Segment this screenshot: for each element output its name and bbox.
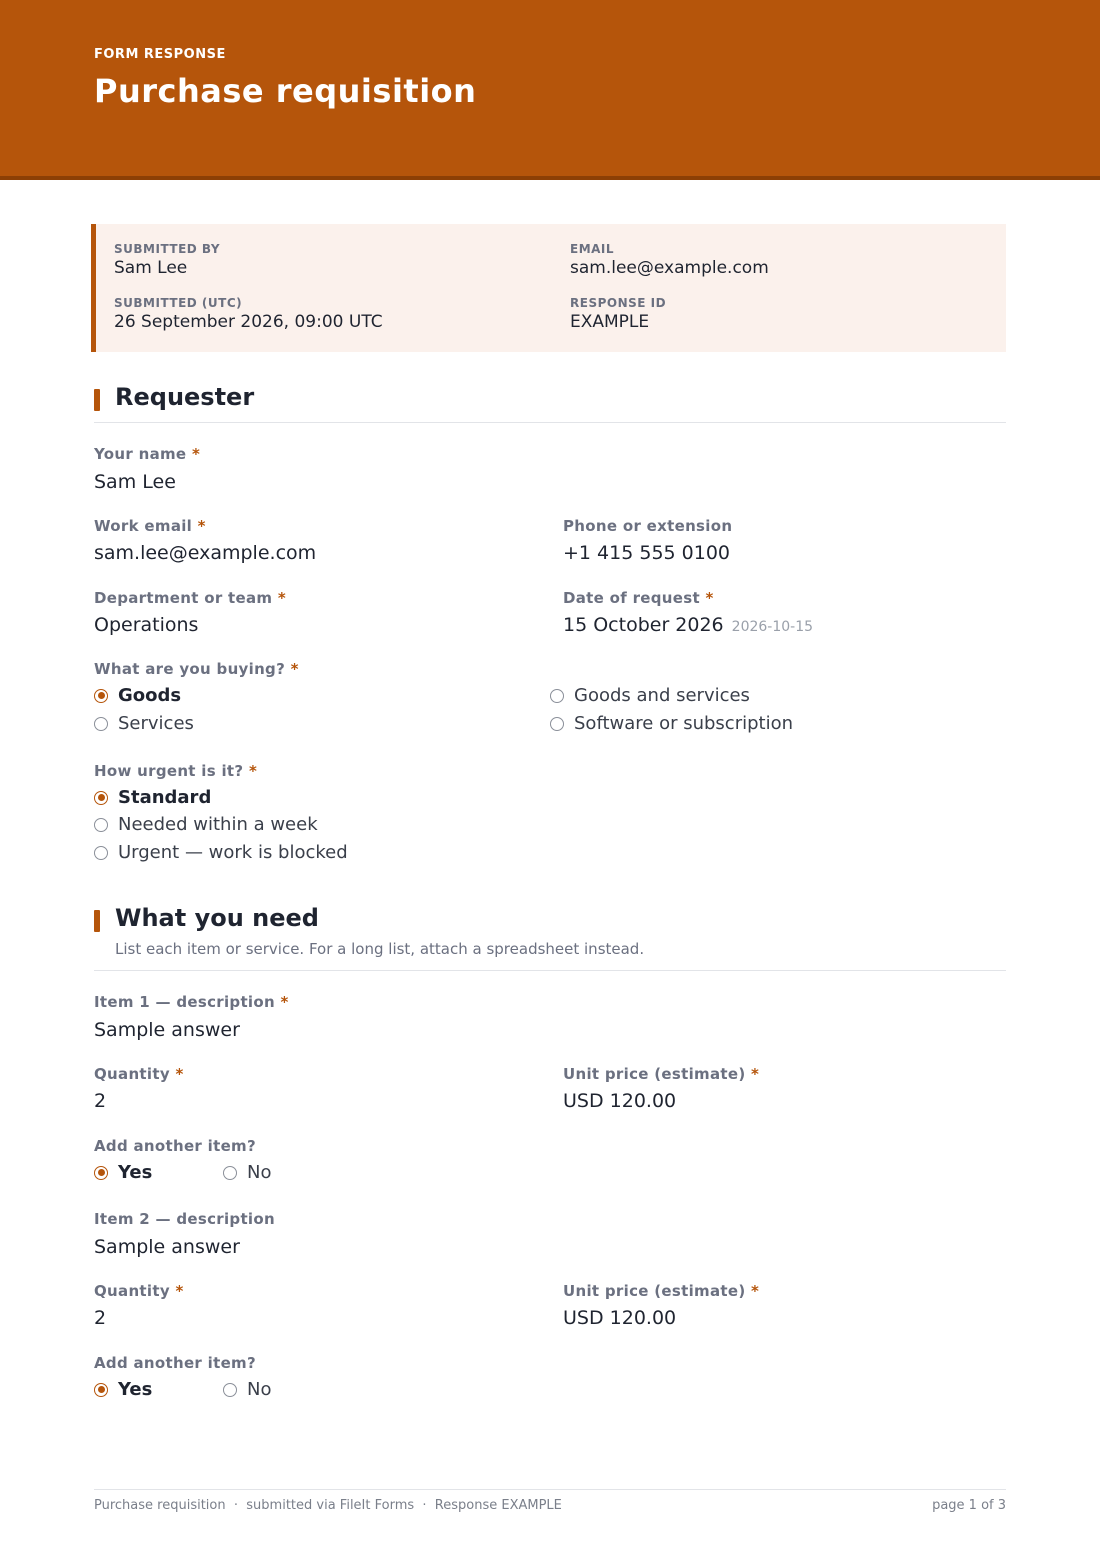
- radio-checked-icon: [94, 1383, 108, 1397]
- field-label-phone: Phone or extension: [563, 517, 733, 535]
- field-label-item1-price: Unit price (estimate) *: [563, 1065, 760, 1083]
- radio-unchecked-icon: [94, 846, 108, 860]
- header-banner: [0, 0, 1100, 180]
- section-accent-bar: [94, 389, 100, 411]
- submitted-by-value: Sam Lee: [114, 258, 188, 278]
- footer-text: Purchase requisition · submitted via FileIt Forms · Response EXAMPLE: [94, 1498, 562, 1513]
- field-value-date: 15 October 2026 2026-10-15: [563, 614, 814, 636]
- field-value-work-email: sam.lee@example.com: [94, 542, 317, 564]
- radio-unchecked-icon: [94, 717, 108, 731]
- field-value-item1-quantity: 2: [94, 1090, 107, 1112]
- radio-checked-icon: [94, 791, 108, 805]
- section-title: Requester: [115, 383, 255, 411]
- option-item1-no: No: [223, 1162, 271, 1183]
- section-divider: [94, 422, 1006, 423]
- response-id-value: EXAMPLE: [570, 312, 650, 332]
- footer-divider: [94, 1489, 1006, 1490]
- section-what-you-need: [94, 904, 1006, 958]
- page-title: Purchase requisition: [94, 72, 477, 110]
- radio-checked-icon: [94, 1166, 108, 1180]
- option-within-week: Needed within a week: [94, 814, 318, 835]
- radio-unchecked-icon: [223, 1166, 237, 1180]
- email-label: EMAIL: [570, 242, 615, 256]
- field-value-phone: +1 415 555 0100: [563, 542, 731, 564]
- field-label-item1-description: Item 1 — description *: [94, 993, 289, 1011]
- field-label-department: Department or team *: [94, 589, 287, 607]
- option-item2-yes: Yes: [94, 1379, 152, 1400]
- field-label-urgency: How urgent is it? *: [94, 762, 258, 780]
- option-item2-no: No: [223, 1379, 271, 1400]
- field-label-work-email: Work email *: [94, 517, 206, 535]
- option-goods-and-services: Goods and services: [550, 685, 750, 706]
- field-label-item2-description: Item 2 — description: [94, 1210, 275, 1228]
- submitted-utc-label: SUBMITTED (UTC): [114, 296, 243, 310]
- field-label-date: Date of request *: [563, 589, 714, 607]
- field-label-item2-quantity: Quantity *: [94, 1282, 184, 1300]
- radio-unchecked-icon: [550, 717, 564, 731]
- field-value-your-name: Sam Lee: [94, 471, 176, 493]
- date-iso-hint: 2026-10-15: [731, 619, 814, 635]
- option-standard: Standard: [94, 787, 211, 808]
- radio-unchecked-icon: [223, 1383, 237, 1397]
- field-label-item1-another: Add another item?: [94, 1137, 256, 1155]
- field-value-item2-price: USD 120.00: [563, 1307, 677, 1329]
- submitted-utc-value: 26 September 2026, 09:00 UTC: [114, 312, 383, 332]
- field-value-item1-description: Sample answer: [94, 1019, 240, 1041]
- submission-meta-panel: [91, 224, 1006, 352]
- form-kicker: FORM RESPONSE: [94, 47, 226, 62]
- submitted-by-label: SUBMITTED BY: [114, 242, 221, 256]
- field-value-item2-description: Sample answer: [94, 1236, 240, 1258]
- radio-unchecked-icon: [550, 689, 564, 703]
- option-services: Services: [94, 713, 194, 734]
- section-description: List each item or service. For a long list, attach a spreadsheet instead.: [115, 940, 645, 958]
- section-requester: [94, 385, 1006, 417]
- section-divider: [94, 970, 1006, 971]
- field-value-item1-price: USD 120.00: [563, 1090, 677, 1112]
- option-urgent: Urgent — work is blocked: [94, 842, 348, 863]
- field-value-item2-quantity: 2: [94, 1307, 107, 1329]
- field-label-buying: What are you buying? *: [94, 660, 299, 678]
- page-number: page 1 of 3: [932, 1498, 1006, 1513]
- radio-unchecked-icon: [94, 818, 108, 832]
- field-value-department: Operations: [94, 614, 199, 636]
- field-label-item2-another: Add another item?: [94, 1354, 256, 1372]
- option-goods: Goods: [94, 685, 181, 706]
- option-item1-yes: Yes: [94, 1162, 152, 1183]
- field-label-item2-price: Unit price (estimate) *: [563, 1282, 760, 1300]
- radio-checked-icon: [94, 689, 108, 703]
- option-software: Software or subscription: [550, 713, 793, 734]
- field-label-your-name: Your name *: [94, 445, 201, 463]
- response-id-label: RESPONSE ID: [570, 296, 667, 310]
- section-accent-bar: [94, 910, 100, 932]
- email-value: sam.lee@example.com: [570, 258, 769, 278]
- section-title: What you need: [115, 904, 319, 932]
- field-label-item1-quantity: Quantity *: [94, 1065, 184, 1083]
